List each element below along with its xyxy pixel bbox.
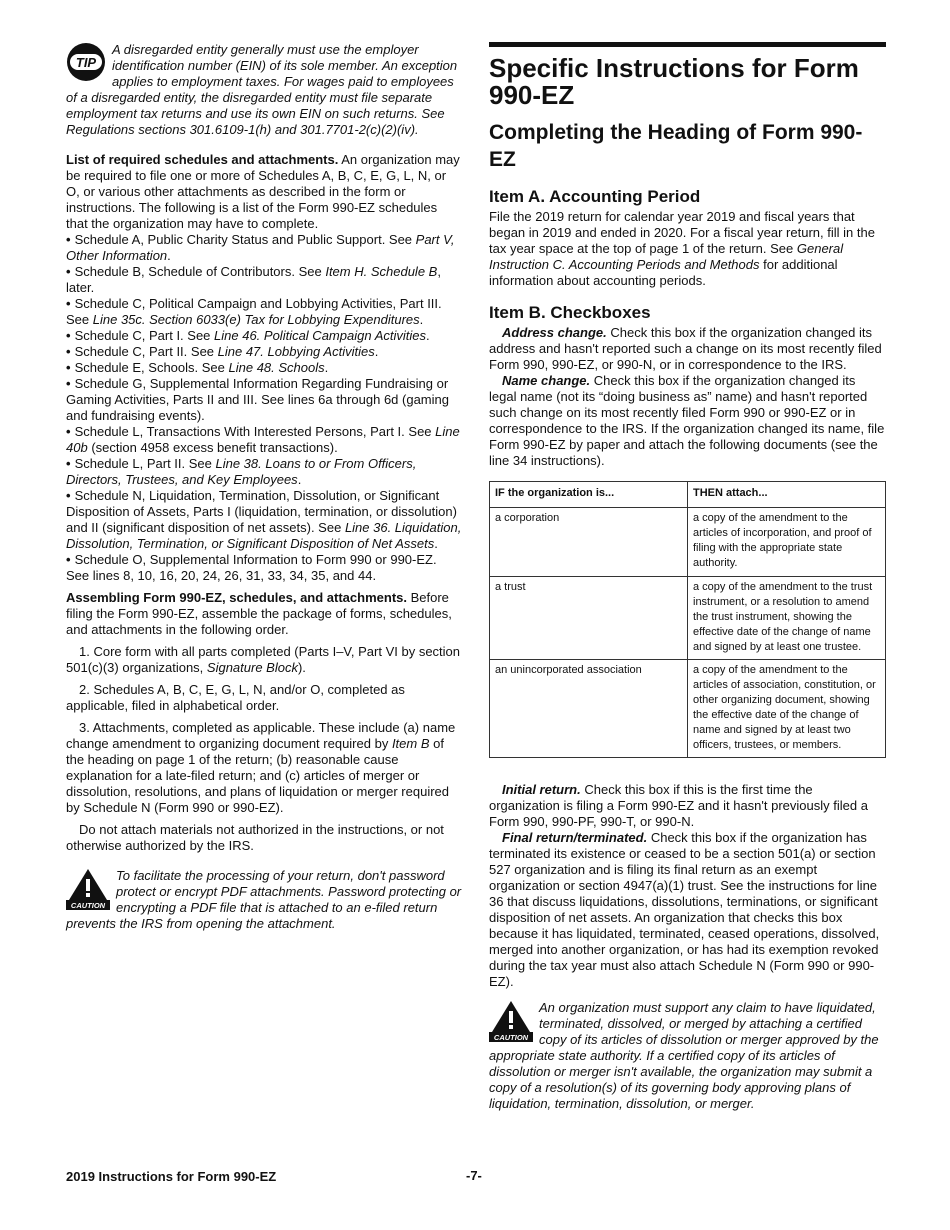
list-item: • Schedule C, Political Campaign and Lobbying Activities, Part III. See Line 35c. Section 6033(e) Tax for Lobbying Expenditures.: [66, 296, 442, 327]
assembling-heading: Assembling Form 990-EZ, schedules, and attachments.: [66, 590, 407, 605]
list-item: • Schedule L, Transactions With Interested Persons, Part I. See Line 40b (section 4958 excess benefit transactions).: [66, 424, 460, 455]
list-item: • Schedule O, Supplemental Information to Form 990 or 990-EZ. See lines 8, 10, 16, 20, 24, 26, 31, 33, 34, 35, and 44.: [66, 552, 437, 583]
bullet-icon: •: [66, 264, 71, 279]
table-cell: a copy of the amendment to the articles of association, constitution, or other organizing document, showing the effective date of the change of name and signed by at least two officers, trustees, or members.: [688, 660, 886, 758]
bullet-icon: •: [66, 488, 71, 503]
list-item: • Schedule N, Liquidation, Termination, Dissolution, or Significant Disposition of Assets, Parts I (liquidation, termination, or dissolution) and II (significant disposition of net assets). See Line 36. Liquidation, Dissolution, Termination, or Significant Disposition of Net Assets.: [66, 488, 462, 551]
table-row: [490, 660, 886, 758]
tip-note: [66, 42, 462, 138]
caution-note-right: [489, 1000, 886, 1112]
assembling-step-2: 2. Schedules A, B, C, E, G, L, N, and/or O, completed as applicable, filed in alphabetical order.: [66, 682, 405, 713]
item-a-text: File the 2019 return for calendar year 2019 and fiscal years that began in 2019 and ended in 2020. For a fiscal year return, fill in the tax year space at the top of page 1 of the return. See General Instruction C. Accounting Periods and Methods for additional information about accounting periods.: [489, 209, 875, 288]
item-b-heading: Item B. Checkboxes: [489, 303, 651, 322]
list-item: • Schedule B, Schedule of Contributors. See Item H. Schedule B, later.: [66, 264, 441, 295]
bullet-icon: •: [66, 424, 71, 439]
caution-badge-text: CAUTION: [493, 1033, 529, 1042]
bullet-icon: •: [66, 360, 71, 375]
left-column: [66, 42, 462, 932]
bullet-icon: •: [66, 296, 71, 311]
final-return-paragraph: Final return/terminated. Check this box if the organization has terminated its existence or ceased to be a section 501(a) or section 527 organization and is filing its final return as an exempt organization or section 4947(a)(1) trust. See the instructions for line 36 that discuss liquidations, dissolutions, terminations, or significant disposition of net assets. An organization that checks this box because it has liquidated, terminated, ceased operations, dissolved, merged into another organization, or has had its exemption revoked during the tax year must also attach Schedule N (Form 990 or 990-EZ).: [489, 830, 880, 989]
bullet-icon: •: [66, 328, 71, 343]
caution-note-left: [66, 868, 462, 932]
list-item: • Schedule L, Part II. See Line 38. Loans to or From Officers, Directors, Trustees, and Key Employees.: [66, 456, 417, 487]
bullet-icon: •: [66, 232, 71, 247]
table-cell: a copy of the amendment to the articles of incorporation, and proof of filing with the appropriate state authority.: [688, 508, 886, 577]
address-change-paragraph: Address change. Check this box if the organization changed its address and hasn't reported such a change on its most recently filed Form 990, 990-EZ, or 990-N, or in correspondence to the IRS.: [489, 325, 882, 372]
table-row: [490, 577, 886, 660]
assembling-step-1: 1. Core form with all parts completed (Parts I–V, Part VI by section 501(c)(3) organizations, Signature Block).: [66, 644, 461, 675]
section-subtitle: Completing the Heading of Form 990-EZ: [489, 121, 863, 171]
schedules-intro: An organization may be required to file one or more of Schedules A, B, C, E, G, L, N, or O, or various other attachments as described in the form or instructions. The following is a list of the Form 990-EZ schedules that the organization may have to complete.: [66, 152, 460, 231]
bullet-icon: •: [66, 456, 71, 471]
table-cell: a corporation: [490, 508, 688, 577]
initial-return-paragraph: Initial return. Check this box if this is the first time the organization is filing a Form 990-EZ and it hasn't previously filed a Form 990, 990-PF, 990-T, or 990-N.: [489, 782, 868, 829]
caution-text-left: To facilitate the processing of your return, don't password protect or encrypt PDF attachments. Password protecting or encrypting a PDF file that is attached to an e-filed return prevents the IRS from opening the attachment.: [66, 868, 462, 931]
caution-badge-text: CAUTION: [70, 901, 106, 910]
bullet-icon: •: [66, 376, 71, 391]
tip-text: A disregarded entity generally must use the employer identification number (EIN) of its sole member. An exception applies to employment taxes. For wages paid to employees of a disregarded entity, the disregarded entity must file separate employment tax returns and use its own EIN on such returns. See Regulations sections 301.6109-1(h) and 301.7701-2(c)(2)(iv).: [66, 42, 458, 137]
table-header: IF the organization is...: [490, 482, 688, 508]
table-row: [490, 508, 886, 577]
schedules-heading: List of required schedules and attachments.: [66, 152, 339, 167]
tip-badge-text: TIP: [75, 55, 97, 70]
item-a-heading: Item A. Accounting Period: [489, 187, 701, 206]
assembling-closing: Do not attach materials not authorized in the instructions, or not otherwise authorized by the IRS.: [66, 822, 444, 853]
assembling-section: [66, 590, 462, 854]
assembling-step-3: 3. Attachments, completed as applicable. These include (a) name change amendment to organizing document required by Item B of the heading on page 1 of the return; (b) reasonable cause explanation for a late-filed return; and (c) articles of merger or dissolution, resolutions, and plans of liquidation or merger required by Schedule N (Form 990 or 990-EZ).: [66, 720, 456, 815]
footer-title: 2019 Instructions for Form 990-EZ: [66, 1169, 277, 1184]
caution-text-right: An organization must support any claim to have liquidated, terminated, dissolved, or merged by attaching a certified copy of its articles of dissolution or merger approved by the appropriate state authority. If a certified copy of its articles of dissolution or merger isn't available, the organization may submit a copy of a resolution(s) of its governing body approving plans of liquidation, termination, dissolution, or merger.: [489, 1000, 879, 1111]
bullet-icon: •: [66, 344, 71, 359]
right-column: [489, 42, 886, 1112]
page-number: -7-: [466, 1168, 482, 1183]
caution-icon: [66, 868, 110, 914]
name-change-paragraph: Name change. Check this box if the organization changed its legal name (not its “doing business as” name) and hasn't reported such change on its most recently filed Form 990 or 990-EZ or in correspondence to the IRS. If the organization changed its name, file Form 990-EZ by paper and attach the following documents (see the line 34 instructions).: [489, 373, 885, 468]
bullet-icon: •: [66, 552, 71, 567]
schedules-section: [66, 152, 462, 584]
assembling-intro: Before filing the Form 990-EZ, assemble the package of forms, schedules, and attachments in the following order.: [66, 590, 452, 637]
table-cell: a trust: [490, 577, 688, 660]
list-item: • Schedule C, Part II. See Line 47. Lobbying Activities.: [66, 344, 379, 359]
tip-icon: [66, 42, 106, 86]
table-cell: an unincorporated association: [490, 660, 688, 758]
table-cell: a copy of the amendment to the trust instrument, or a resolution to amend the trust instrument, showing the effective date of the change of name and signed by at least one trustee.: [688, 577, 886, 660]
list-item: • Schedule A, Public Charity Status and Public Support. See Part V, Other Information.: [66, 232, 455, 263]
table-header: THEN attach...: [688, 482, 886, 508]
schedules-list: [66, 232, 462, 584]
name-change-table: [489, 481, 886, 758]
caution-icon: [489, 1000, 533, 1046]
list-item: • Schedule G, Supplemental Information Regarding Fundraising or Gaming Activities, Parts II and III. See lines 6a through 6d (gaming and fundraising events).: [66, 376, 449, 423]
list-item: • Schedule E, Schools. See Line 48. Schools.: [66, 360, 329, 375]
section-title: Specific Instructions for Form 990-EZ: [489, 42, 886, 109]
list-item: • Schedule C, Part I. See Line 46. Political Campaign Activities.: [66, 328, 430, 343]
